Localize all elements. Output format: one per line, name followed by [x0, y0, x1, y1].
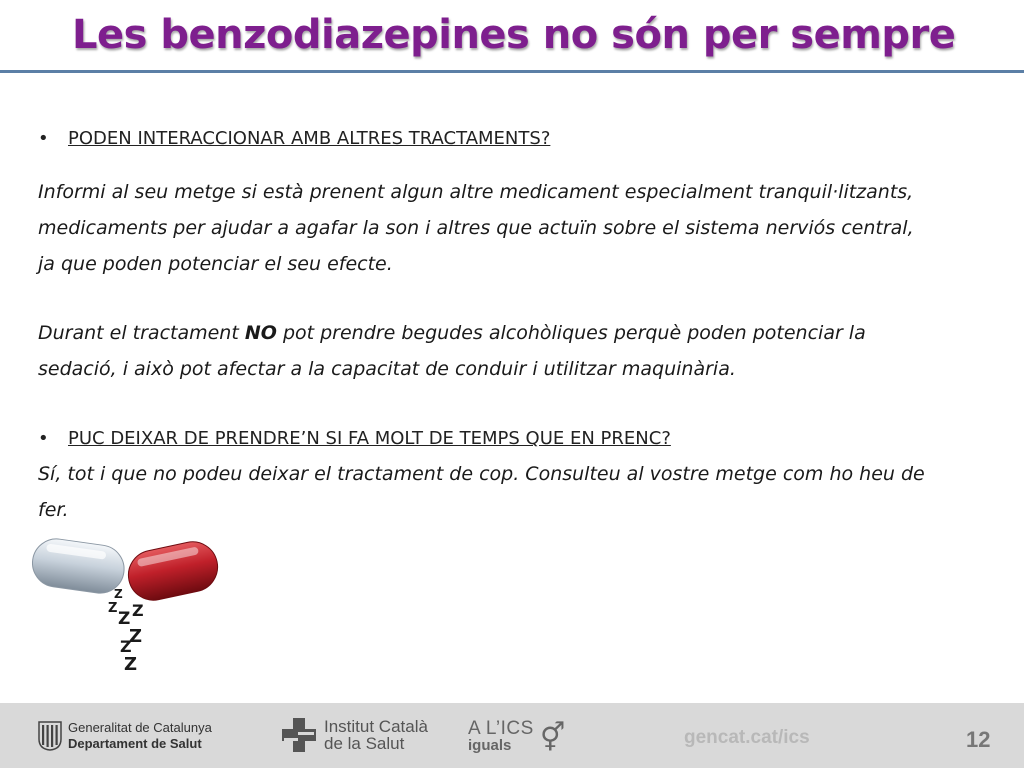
bullet-stop-taking	[38, 428, 671, 449]
generalitat-logo	[38, 720, 212, 752]
ics-iguals-logo	[468, 718, 566, 754]
ics-logo	[282, 718, 428, 752]
section-heading-interactions: PODEN INTERACCIONAR AMB ALTRES TRACTAMENTS?	[68, 128, 551, 149]
sleep-z: Z	[118, 609, 131, 629]
bullet-icon: •	[38, 128, 49, 149]
pill-capsule-icon	[28, 536, 228, 676]
ics-name-line1: Institut Català	[324, 717, 428, 736]
slide-title: Les benzodiazepines no són per sempre	[72, 12, 956, 58]
sleep-z: Z	[132, 601, 144, 620]
paragraph-stop-taking	[38, 456, 925, 528]
pill-capsule-illustration	[28, 536, 228, 680]
paragraph-line: Sí, tot i que no podeu deixar el tractament de cop. Consulteu al vostre metge com ho heu de	[38, 463, 925, 485]
text-run: Durant el tractament	[38, 322, 245, 344]
paragraph-line: sedació, i això pot afectar a la capacitat de conduir i utilitzar maquinària.	[38, 358, 736, 380]
emphasis-no: NO	[244, 322, 277, 344]
text-run: pot prendre begudes alcohòliques perquè poden potenciar la	[276, 322, 866, 344]
ics-name-line2: de la Salut	[324, 734, 405, 753]
paragraph-line: fer.	[38, 499, 69, 521]
sleep-z: Z	[108, 601, 118, 616]
footer-bar	[0, 703, 1024, 768]
paragraph-line: ja que poden potenciar el seu efecte.	[38, 253, 393, 275]
paragraph-alcohol	[38, 315, 866, 387]
ics-cross-icon	[282, 718, 316, 752]
generalitat-name: Generalitat de Catalunya	[68, 720, 212, 735]
department-name: Departament de Salut	[68, 736, 202, 751]
catalonia-shield-icon	[38, 721, 62, 751]
paragraph-line: Informi al seu metge si està prenent algun altre medicament especialment tranquil·litzants,	[38, 181, 914, 203]
iguals-line1: A L’ICS	[468, 718, 534, 739]
paragraph-interactions	[38, 174, 914, 282]
title-divider	[0, 70, 1024, 73]
iguals-line2: iguals	[468, 737, 512, 754]
sleep-z: Z	[120, 637, 132, 656]
paragraph-line	[38, 315, 866, 351]
sleep-z: Z	[124, 654, 138, 675]
sleep-z: Z	[114, 587, 123, 601]
gender-symbol-icon: ⚥	[540, 722, 566, 753]
section-heading-stop-taking: PUC DEIXAR DE PRENDRE’N SI FA MOLT DE TEMPS QUE EN PRENC?	[68, 428, 671, 449]
bullet-icon: •	[38, 428, 49, 449]
paragraph-line: medicaments per ajudar a agafar la son i altres que actuïn sobre el sistema nerviós central,	[38, 217, 914, 239]
sleep-z: Z	[129, 626, 143, 647]
page-number: 12	[966, 727, 991, 752]
bullet-interactions	[38, 128, 550, 149]
website-url: gencat.cat/ics	[684, 727, 810, 748]
